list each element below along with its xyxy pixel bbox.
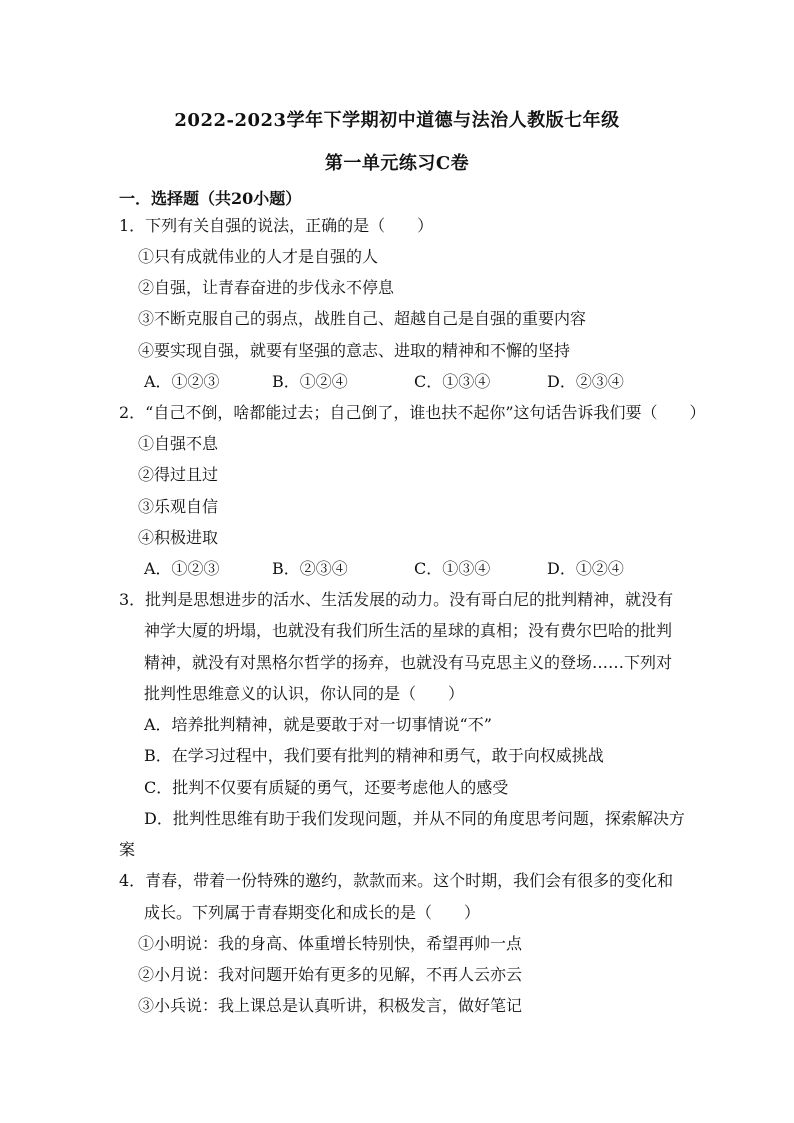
question-3-choice-d[interactable]: D．批判性思维有助于我们发现问题，并从不同的角度思考问题，探索解决方 — [144, 809, 685, 828]
question-3-choice-c[interactable]: C．批判不仅要有质疑的勇气，还要考虑他人的感受 — [144, 778, 509, 797]
question-2-item-2: ②得过且过 — [138, 465, 219, 484]
document-subtitle: 第一单元练习C卷 — [324, 153, 470, 174]
question-1-option-c[interactable]: C．①③④ — [414, 372, 491, 391]
question-3-stem-line-3: 精神，就没有对黑格尔哲学的扬弃，也就没有马克思主义的登场……下列对 — [144, 653, 673, 672]
question-3-stem-line-4: 批判性思维意义的认识，你认同的是（ ） — [144, 684, 465, 703]
question-3-choice-b[interactable]: B．在学习过程中，我们要有批判的精神和勇气，敢于向权威挑战 — [144, 746, 604, 765]
question-2-item-3: ③乐观自信 — [138, 497, 219, 516]
question-3-stem-line-1: 3．批判是思想进步的活水、生活发展的动力。没有哥白尼的批判精神，就没有 — [119, 590, 674, 609]
question-4-item-2: ②小月说：我对问题开始有更多的见解，不再人云亦云 — [138, 965, 523, 984]
question-4-item-3: ③小兵说：我上课总是认真听讲，积极发言，做好笔记 — [138, 996, 523, 1015]
question-2-item-4: ④积极进取 — [138, 528, 219, 547]
question-1-stem: 1．下列有关自强的说法，正确的是（ ） — [119, 216, 434, 235]
question-3-choice-d-wrap: 案 — [119, 840, 136, 859]
question-1-item-1: ①只有成就伟业的人才是自强的人 — [138, 247, 379, 266]
question-2-option-d[interactable]: D．①②④ — [547, 559, 624, 578]
question-4-stem-line-1: 4．青春，带着一份特殊的邀约，款款而来。这个时期，我们会有很多的变化和 — [119, 871, 674, 890]
question-1-option-a[interactable]: A．①②③ — [144, 372, 220, 391]
question-4-item-1: ①小明说：我的身高、体重增长特别快，希望再帅一点 — [138, 934, 523, 953]
question-4-stem-line-2: 成长。下列属于青春期变化和成长的是（ ） — [144, 903, 481, 922]
question-1-item-3: ③不断克服自己的弱点，战胜自己、超越自己是自强的重要内容 — [138, 309, 587, 328]
question-2-stem: 2．“自己不倒，啥都能过去；自己倒了，谁也扶不起你”这句话告诉我们要（ ） — [119, 403, 706, 422]
question-3-choice-a[interactable]: A．培养批判精神，就是要敢于对一切事情说“不” — [144, 715, 492, 734]
question-1-item-4: ④要实现自强，就要有坚强的意志、进取的精神和不懈的坚持 — [138, 341, 571, 360]
question-2-option-a[interactable]: A．①②③ — [144, 559, 220, 578]
question-2-options — [144, 559, 664, 579]
document-title: 2022-2023学年下学期初中道德与法治人教版七年级 — [174, 110, 620, 131]
question-2-option-b[interactable]: B．②③④ — [272, 559, 348, 578]
question-2-option-c[interactable]: C．①③④ — [414, 559, 491, 578]
section-heading: 一．选择题（共20小题） — [119, 189, 302, 208]
question-1-option-d[interactable]: D．②③④ — [547, 372, 624, 391]
question-3-stem-line-2: 神学大厦的坍塌，也就没有我们所生活的星球的真相；没有费尔巴哈的批判 — [144, 621, 673, 640]
question-1-option-b[interactable]: B．①②④ — [272, 372, 348, 391]
question-1-item-2: ②自强，让青春奋进的步伐永不停息 — [138, 278, 395, 297]
question-2-item-1: ①自强不息 — [138, 434, 219, 453]
question-1-options — [144, 372, 664, 392]
